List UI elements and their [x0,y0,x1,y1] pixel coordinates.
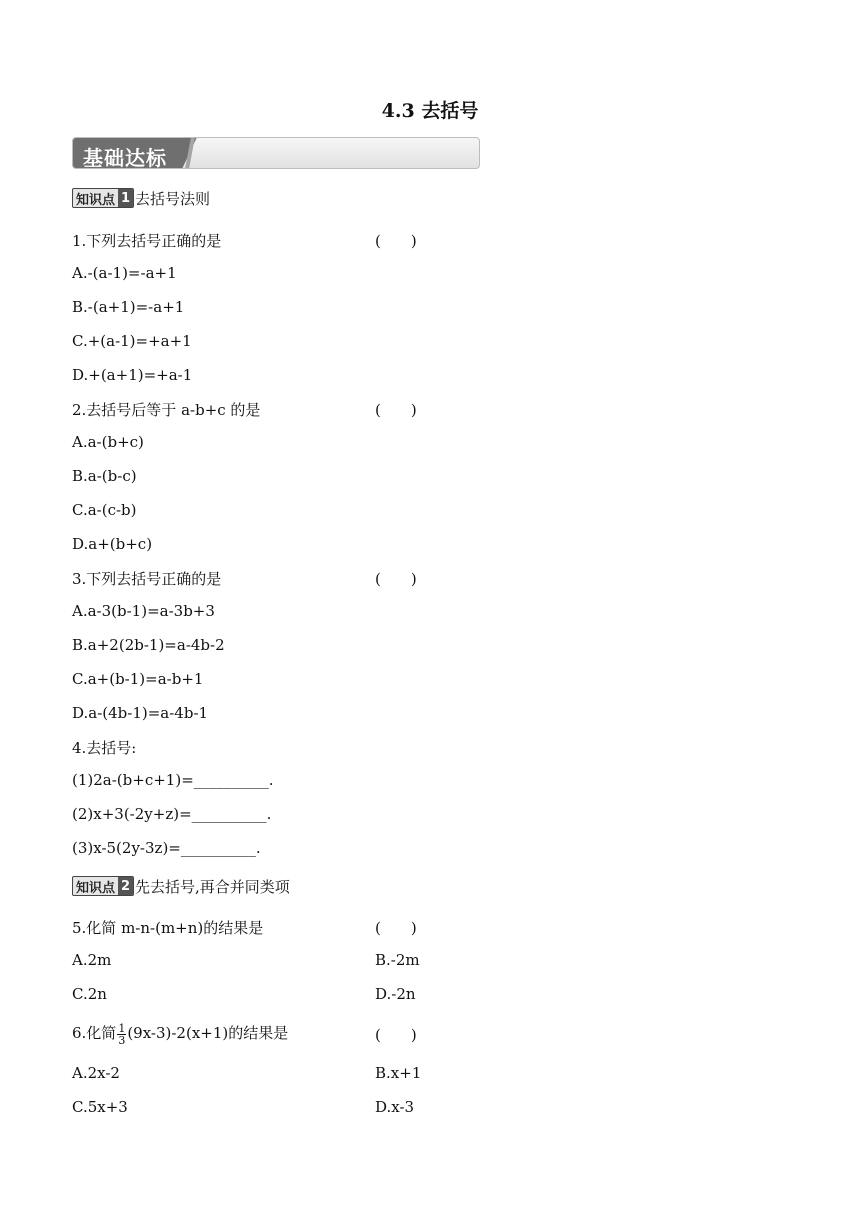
answer-bracket: ( ) [375,1026,417,1044]
question-4-stem: 4.去括号: [72,739,137,757]
option-a: A.a-(b+c) [72,433,144,451]
option-c: C.a-(c-b) [72,501,137,519]
option-b: B.-(a+1)=-a+1 [72,298,185,316]
option-d: D.-2n [375,985,416,1003]
fraction: $\frac{1}{3}$ [118,1021,126,1047]
answer-bracket: ( ) [375,919,417,937]
answer-bracket: ( ) [375,570,417,588]
option-a: A.2m [72,951,112,969]
option-b: B.-2m [375,951,420,969]
option-c: C.+(a-1)=+a+1 [72,332,192,350]
knowledge-point-1 [72,187,210,209]
option-d: D.x-3 [375,1098,415,1116]
page-title: 4.3 去括号 [381,100,479,122]
knowledge-point-2 [72,875,290,897]
question-3-stem: 3.下列去括号正确的是 [72,570,222,588]
option-b: B.x+1 [375,1064,422,1082]
option-b: B.a+2(2b-1)=a-4b-2 [72,636,225,654]
question-4-part-3: (3)x-5(2y-3z)=__________. [72,839,261,857]
option-c: C.a+(b-1)=a-b+1 [72,670,204,688]
option-c: C.5x+3 [72,1098,128,1116]
option-a: A.-(a-1)=-a+1 [72,264,177,282]
knowledge-point-badge: 知识点 2 [72,876,134,896]
knowledge-point-title: 先去括号,再合并同类项 [135,877,290,896]
banner-label: 基础达标 [83,146,167,169]
answer-bracket: ( ) [375,401,417,419]
knowledge-point-badge: 知识点 1 [72,188,134,208]
option-c: C.2n [72,985,107,1003]
question-2-stem: 2.去括号后等于 a-b+c 的是 [72,401,261,419]
option-d: D.a+(b+c) [72,535,153,553]
section-banner [72,137,480,169]
answer-bracket: ( ) [375,232,417,250]
option-d: D.a-(4b-1)=a-4b-1 [72,704,209,722]
question-5-stem: 5.化简 m-n-(m+n)的结果是 [72,919,264,937]
question-6-stem: 6.化简 $\frac{1}{3}$ (9x-3)-2(x+1)的结果是 [72,1021,289,1047]
option-a: A.2x-2 [72,1064,120,1082]
question-4-part-1: (1)2a-(b+c+1)=__________. [72,771,274,789]
knowledge-point-title: 去括号法则 [135,189,211,208]
question-4-part-2: (2)x+3(-2y+z)=__________. [72,805,272,823]
question-1-stem: 1.下列去括号正确的是 [72,232,222,250]
option-a: A.a-3(b-1)=a-3b+3 [72,602,215,620]
option-b: B.a-(b-c) [72,467,137,485]
option-d: D.+(a+1)=+a-1 [72,366,193,384]
